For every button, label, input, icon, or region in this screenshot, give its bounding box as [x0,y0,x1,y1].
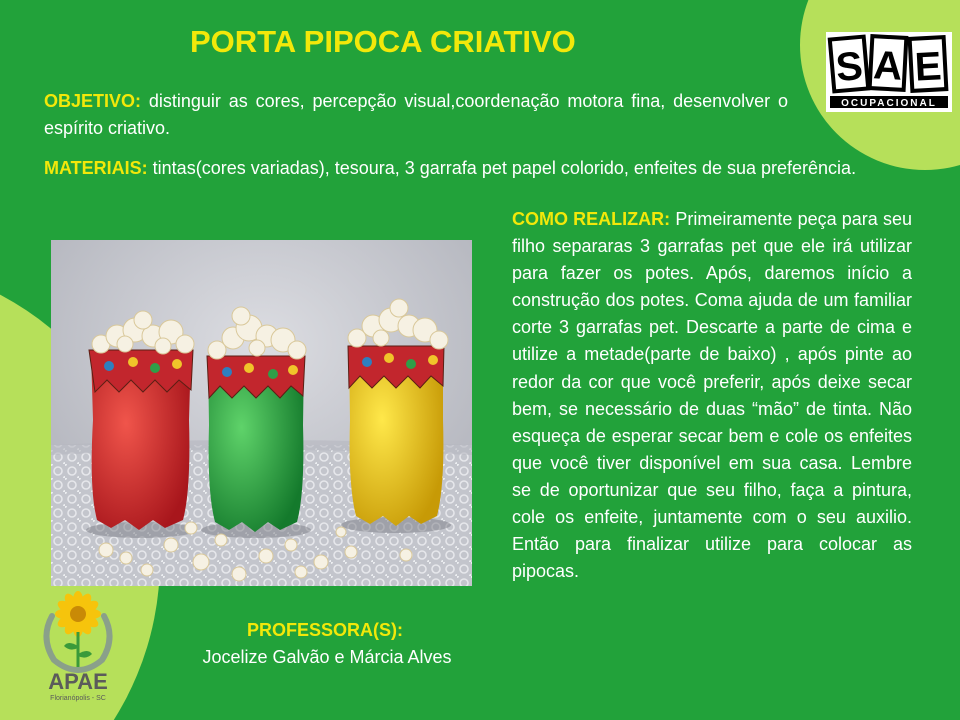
como-realizar-label: COMO REALIZAR: [512,209,671,229]
sae-letter-s: S [834,43,865,91]
objetivo-paragraph [44,88,788,142]
sae-letter-e: E [913,44,943,90]
apae-name: APAE [48,669,108,694]
objetivo-text: distinguir as cores, percepção visual,coordenação motora fina, desenvolver o espírito criativo. [44,91,788,138]
materiais-label: MATERIAIS: [44,158,148,178]
slide-title: PORTA PIPOCA CRIATIVO [190,24,576,59]
sae-logo [826,32,952,112]
sae-logo-graphic [826,32,952,112]
como-realizar-paragraph [512,206,912,585]
materiais-text: tintas(cores variadas), tesoura, 3 garrafa pet papel colorido, enfeites de sua preferência. [147,158,857,178]
como-realizar-text: Primeiramente peça para seu filho separaras 3 garrafas pet que ele irá utilizar para fazer os potes. Após, daremos início a construção dos potes. Coma ajuda de um familiar corte 3 garrafas pet. Descarte a parte de cima e utilize a metade(parte de baixo) , após pinte ao redor da cor que você preferir, após deixe secar bem, se necessário de duas “mão” de tinta. Não esqueça de esperar secar bem e cole os enfeites que você tiver disponível em sua casa. Lembre se de oportunizar que seu filho, faça a pintura, cole os enfeite, juntamente com o seu auxilio. Então para finalizar utilize para colocar as pipocas. [512,209,913,582]
professora-names: Jocelize Galvão e Márcia Alves [202,647,452,667]
sae-letter-a: A [872,43,904,89]
objetivo-label: OBJETIVO: [44,91,142,111]
sae-subtitle: OCUPACIONAL [841,98,937,109]
apae-logo [10,576,150,706]
professora-label: PROFESSORA(S): [246,620,403,640]
popcorn-holders-photo [51,240,472,586]
green-popcorn-cup [201,307,311,538]
apae-city: Florianópolis - SC [50,695,106,702]
sunflower-hands-icon [10,576,150,706]
materiais-paragraph [44,155,896,182]
